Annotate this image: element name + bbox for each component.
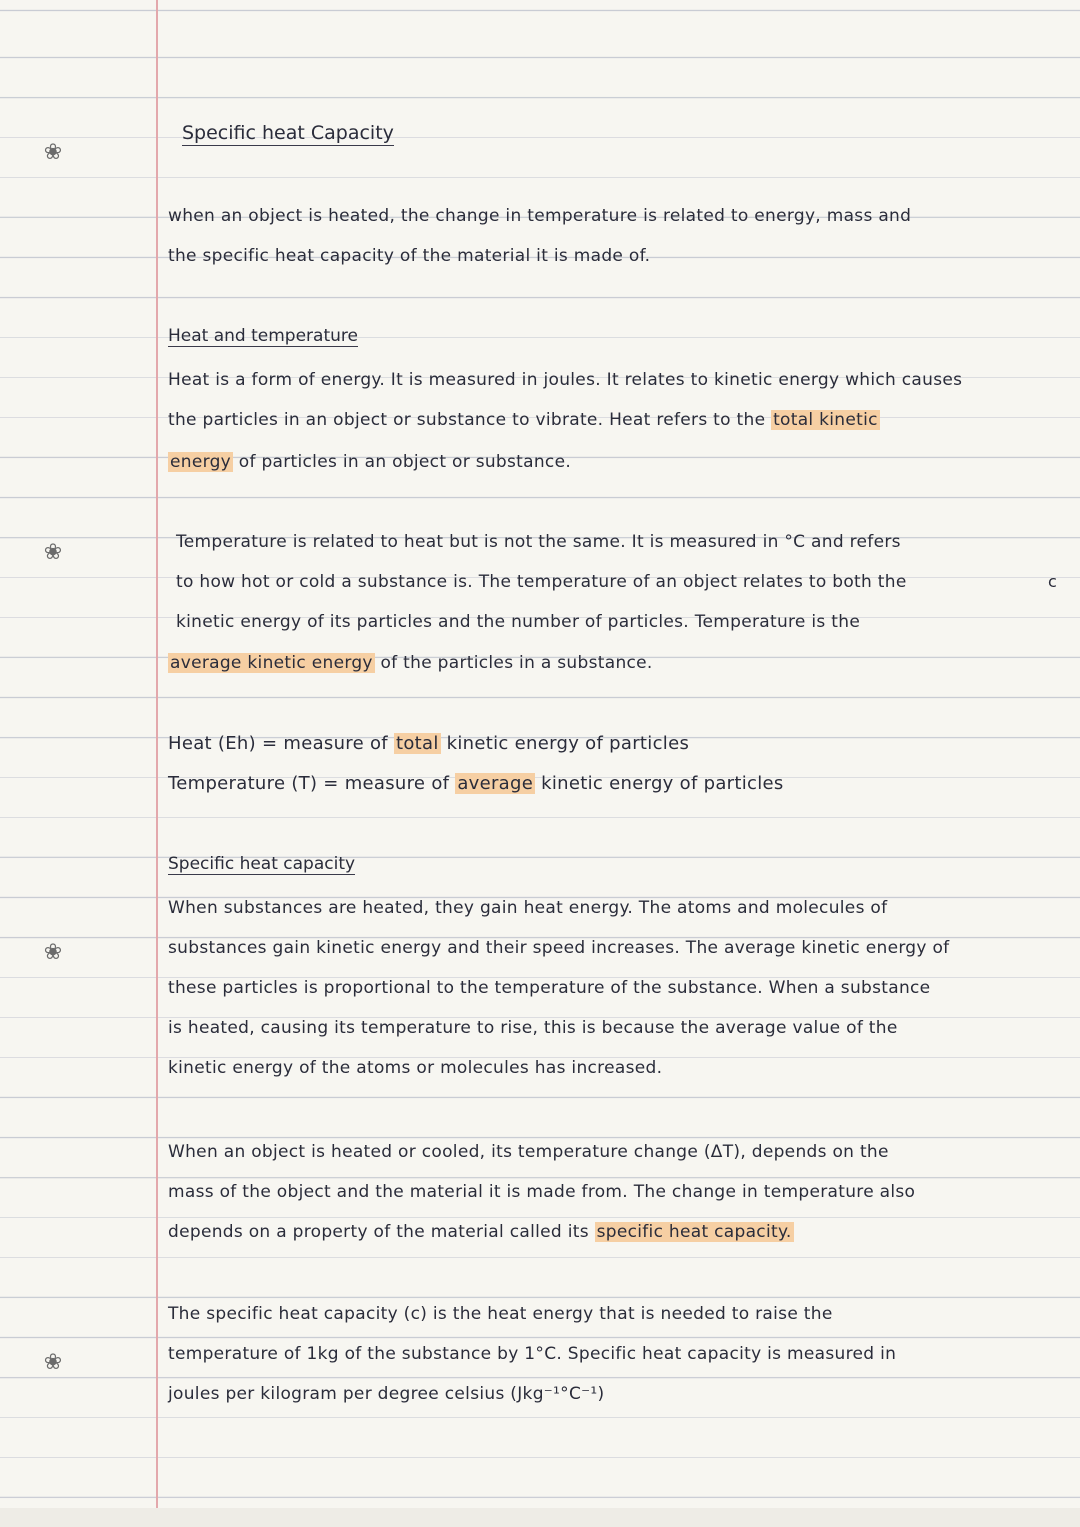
paragraph-line: Temperature is related to heat but is not the same. It is measured in °C and refers [176,532,901,552]
paragraph-line: these particles is proportional to the temperature of the substance. When a substance [168,978,931,998]
definition-heat [168,732,1048,756]
text-span: Temperature (T) = measure of [168,773,456,794]
paragraph-line: temperature of 1kg of the substance by 1°C. Specific heat capacity is measured in [168,1344,897,1364]
paragraph-line [168,651,1048,675]
paragraph-line: to how hot or cold a substance is. The temperature of an object relates to both the [176,572,907,592]
highlighted-text: average kinetic energy [170,653,373,673]
page-title: Specific heat Capacity [182,122,394,144]
intro-line: the specific heat capacity of the material it is made of. [168,246,651,266]
text-span: kinetic energy of particles [535,773,784,794]
text-span: the particles in an object or substance to vibrate. Heat refers to the [168,410,772,430]
section-heading-heat-temperature: Heat and temperature [168,326,358,346]
highlighted-text: energy [170,452,232,472]
binder-hole-icon: ❀ [43,140,63,165]
text-span: of the particles in a substance. [374,653,653,673]
section-heading-specific-heat-capacity: Specific heat capacity [168,854,356,874]
margin-line [156,0,158,1527]
paragraph-line: kinetic energy of its particles and the number of particles. Temperature is the [176,612,861,632]
binder-hole-icon: ❀ [43,540,63,565]
highlighted-text: average [457,773,534,794]
page-bottom-edge [0,1508,1080,1527]
binder-hole-icon: ❀ [43,940,63,965]
highlighted-text: total kinetic [773,410,878,430]
paragraph-line [168,1220,1048,1244]
definition-temperature [168,772,1048,796]
intro-line: when an object is heated, the change in temperature is related to energy, mass and [168,206,912,226]
paragraph-line [168,408,1048,432]
paragraph-line: substances gain kinetic energy and their speed increases. The average kinetic energy of [168,938,950,958]
paragraph-line: is heated, causing its temperature to rise, this is because the average value of the [168,1018,898,1038]
paragraph-line: kinetic energy of the atoms or molecules has increased. [168,1058,663,1078]
highlighted-text: specific heat capacity. [596,1222,792,1242]
binder-hole-icon: ❀ [43,1350,63,1375]
margin-mark: c [1048,572,1057,591]
text-span: of particles in an object or substance. [233,452,572,472]
highlighted-text: total [395,733,439,754]
paragraph-line: When substances are heated, they gain heat energy. The atoms and molecules of [168,898,888,918]
paragraph-line: Heat is a form of energy. It is measured in joules. It relates to kinetic energy which causes [168,370,963,390]
paragraph-line: When an object is heated or cooled, its temperature change (ΔT), depends on the [168,1142,889,1162]
paragraph-line [168,450,1048,474]
text-span: Heat (Eh) = measure of [168,733,394,754]
text-span: depends on a property of the material called its [168,1222,595,1242]
paragraph-line: joules per kilogram per degree celsius (Jkg⁻¹°C⁻¹) [168,1384,605,1404]
paragraph-line: The specific heat capacity (c) is the heat energy that is needed to raise the [168,1304,833,1324]
text-span: kinetic energy of particles [440,733,690,754]
paragraph-line: mass of the object and the material it is made from. The change in temperature also [168,1182,916,1202]
